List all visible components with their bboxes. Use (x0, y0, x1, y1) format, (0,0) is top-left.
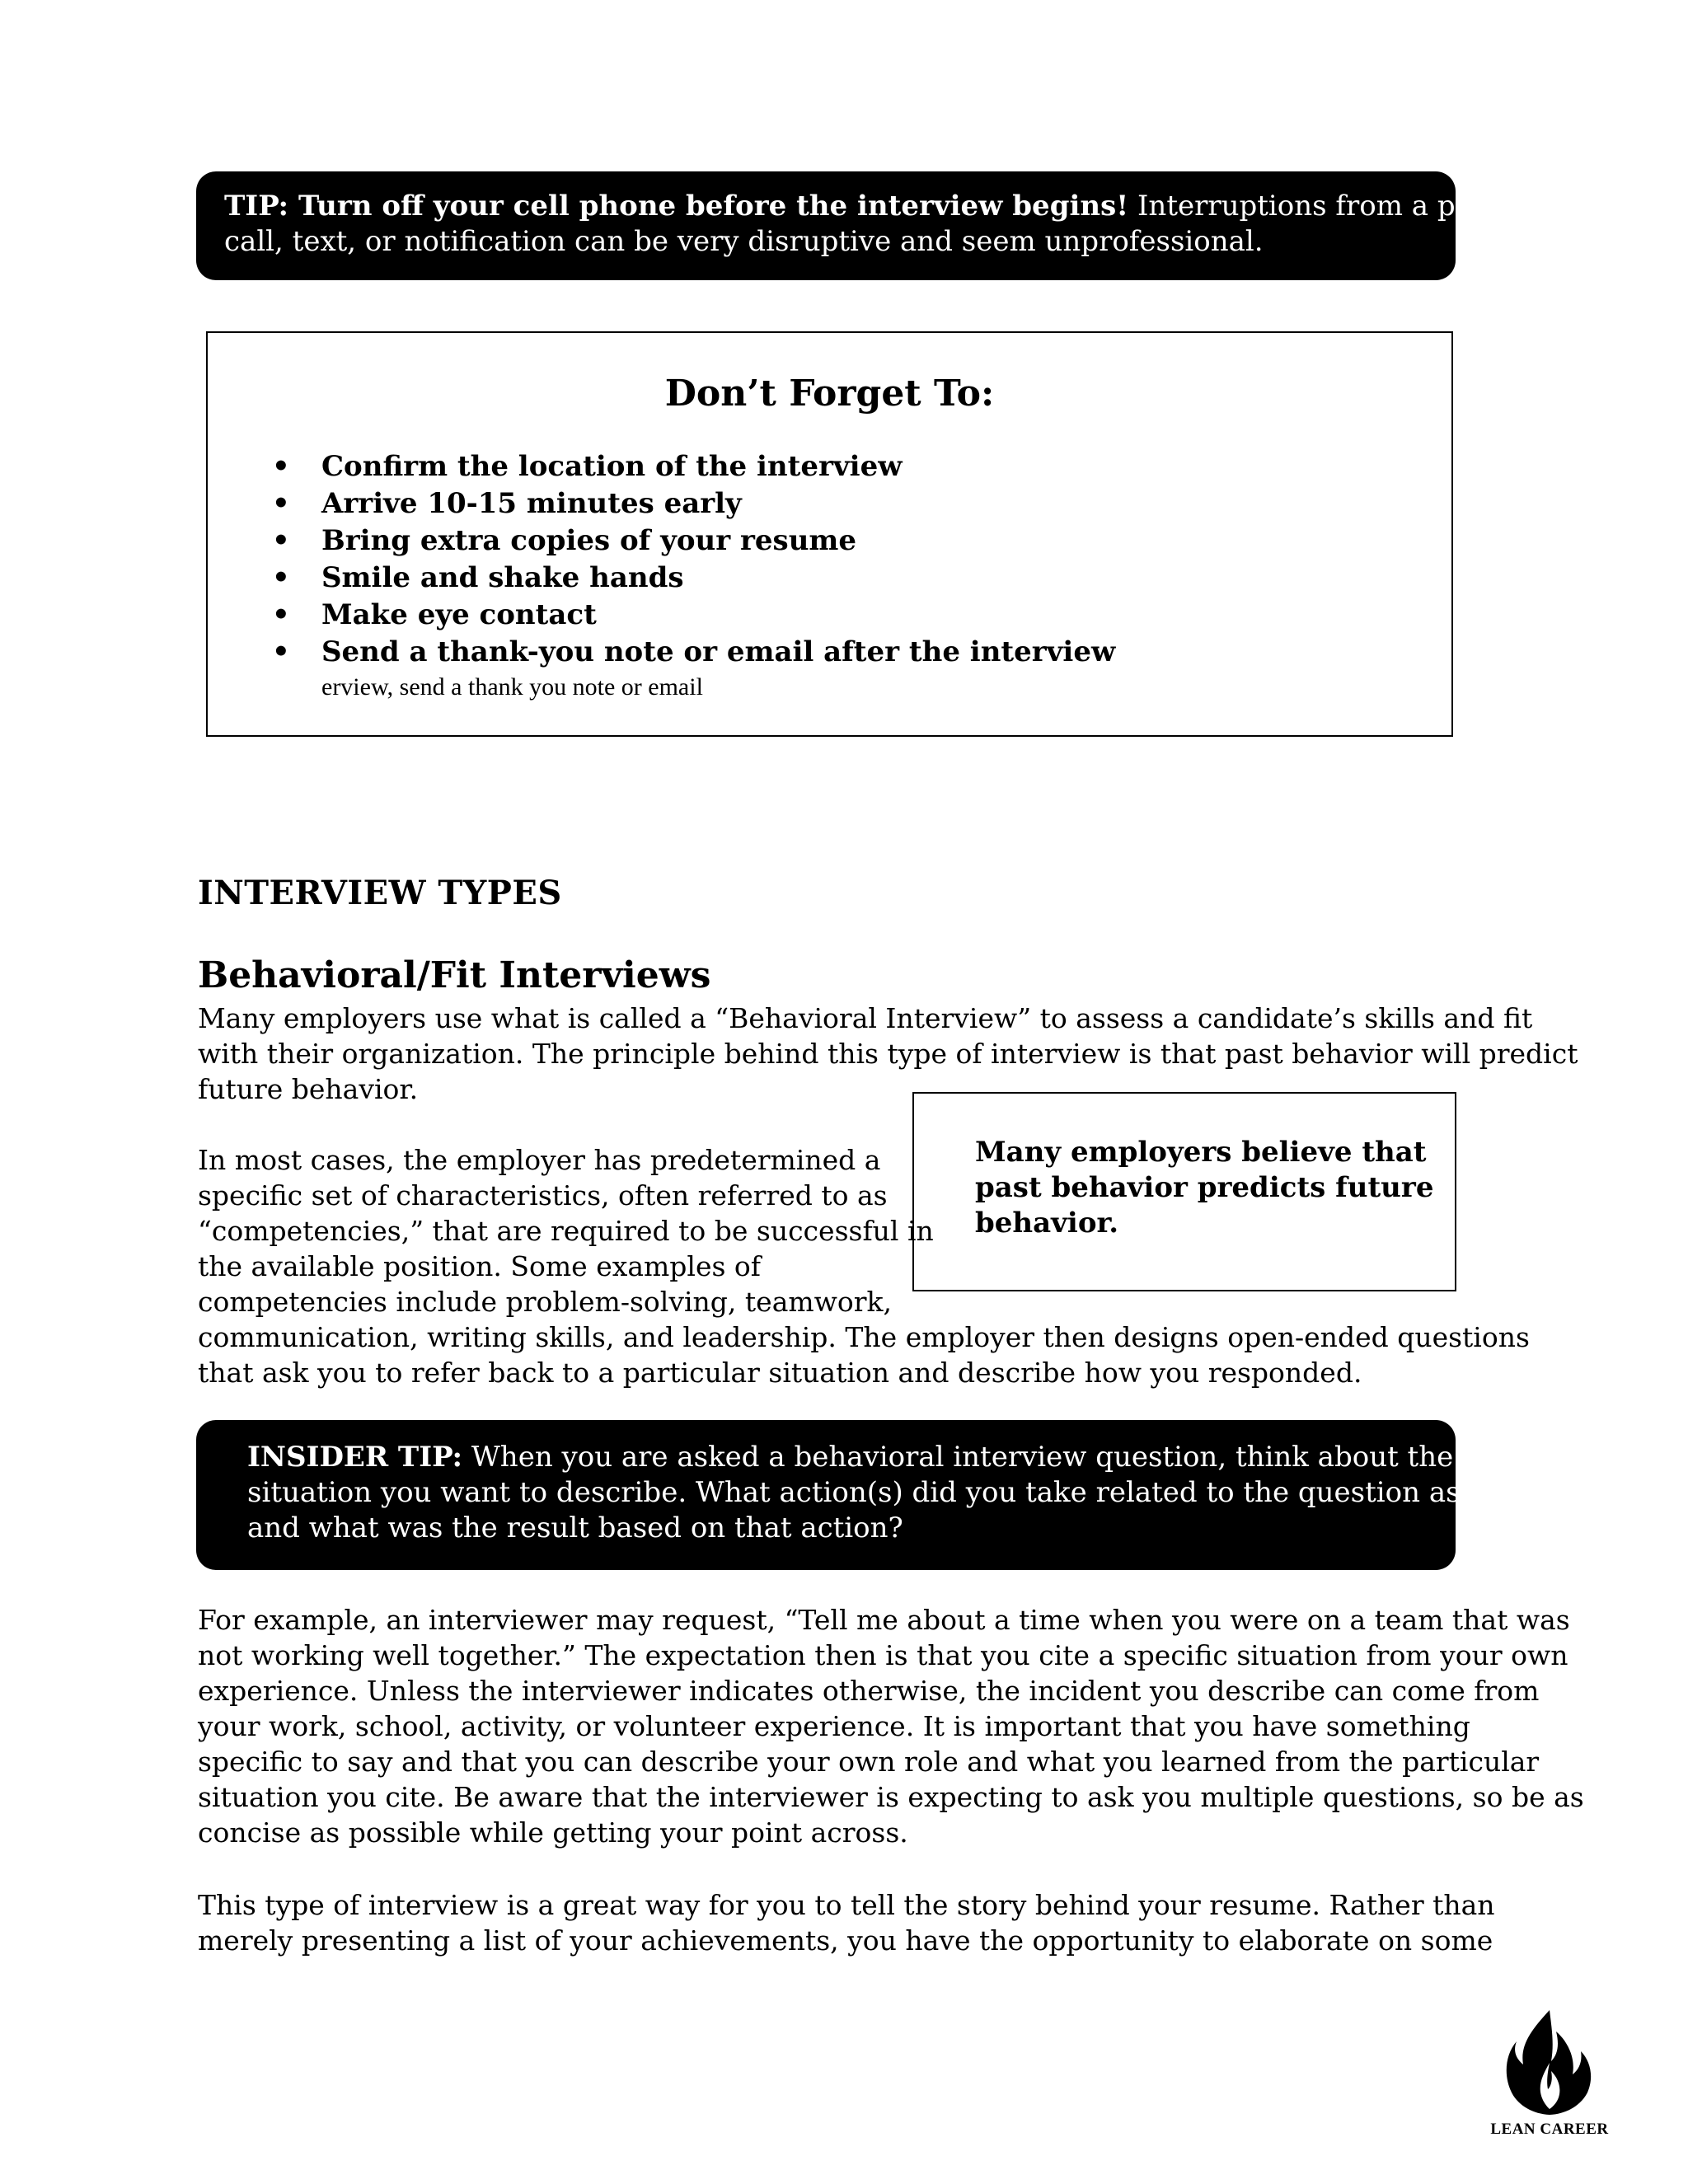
sub-heading: Behavioral/Fit Interviews (198, 954, 711, 996)
callout-box (912, 1092, 1456, 1291)
list-item: • Smile and shake hands (208, 560, 1115, 597)
competencies-paragraph: In most cases, the employer has predetermined a specific set of characteristics, often referred to as “competencies,” that are required to be successful in the available position. Some examples of competencies include problem-solving, teamwork, communication, writing skills, and leadership. The employer then designs open-ended questions that ask you to refer back to a particular situation and describe how you responded. (198, 1144, 1530, 1389)
tip-text-line-2: call, text, or notification can be very disruptive and seem unprofessional. (224, 225, 1264, 258)
list-item: • Confirm the location of the interview (208, 448, 1115, 485)
flame-icon (1484, 2007, 1615, 2118)
bullet-icon: • (272, 450, 290, 483)
stray-text: erview, send a thank you note or email (321, 673, 703, 701)
phone-tip-box (196, 171, 1526, 280)
list-item: • Send a thank-you note or email after the interview (208, 634, 1115, 671)
intro-paragraph: Many employers use what is called a “Behavioral Interview” to assess a candidate’s skills and fit with their organization. The principle behind this type of interview is that past behavior will predict future behavior. (198, 1002, 1578, 1105)
insider-tip-line-3: and what was the result based on that action? (247, 1511, 903, 1544)
bullet-icon: • (272, 524, 290, 557)
bullet-icon: • (272, 635, 290, 668)
tip-text: Interruptions from a phone (1137, 190, 1526, 223)
logo-text: LEAN CAREER (1490, 2121, 1609, 2138)
dont-forget-title: Don’t Forget To: (664, 373, 995, 415)
bullet-icon: • (272, 598, 290, 631)
list-item: • Make eye contact (208, 597, 1115, 634)
callout-text: Many employers believe that past behavior predicts future behavior. (975, 1136, 1434, 1240)
section-heading: INTERVIEW TYPES (198, 874, 562, 912)
lean-career-logo (1484, 2007, 1615, 2155)
insider-tip-text: When you are asked a behavioral interview question, think about the (471, 1441, 1454, 1474)
bullet-icon: • (272, 487, 290, 520)
dont-forget-box (206, 331, 1453, 737)
closing-paragraph: This type of interview is a great way for you to tell the story behind your resume. Rather than merely presenting a list of your achievements, you have the opportunity to elaborate on some (198, 1889, 1495, 1957)
list-item: • Arrive 10-15 minutes early (208, 485, 1115, 523)
insider-tip-label: INSIDER TIP: (247, 1441, 463, 1474)
dont-forget-list (208, 448, 1115, 671)
list-item: • Bring extra copies of your resume (208, 523, 1115, 560)
example-paragraph: For example, an interviewer may request, “Tell me about a time when you were on a team that was not working well together.” The expectation then is that you cite a specific situation from your own experience. Unless the interviewer indicates otherwise, the incident you describe can come from your work, school, activity, or volunteer experience. It is important that you have something specific to say and that you can describe your own role and what you learned from the particular situation you cite. Be aware that the interviewer is expecting to ask you multiple questions, so be as concise as possible while getting your point across. (198, 1604, 1584, 1849)
tip-bold-text: TIP: Turn off your cell phone before the interview begins! (224, 190, 1129, 223)
bullet-icon: • (272, 561, 290, 594)
insider-tip-box (196, 1420, 1512, 1570)
insider-tip-line-2: situation you want to describe. What action(s) did you take related to the question asked (247, 1476, 1512, 1509)
